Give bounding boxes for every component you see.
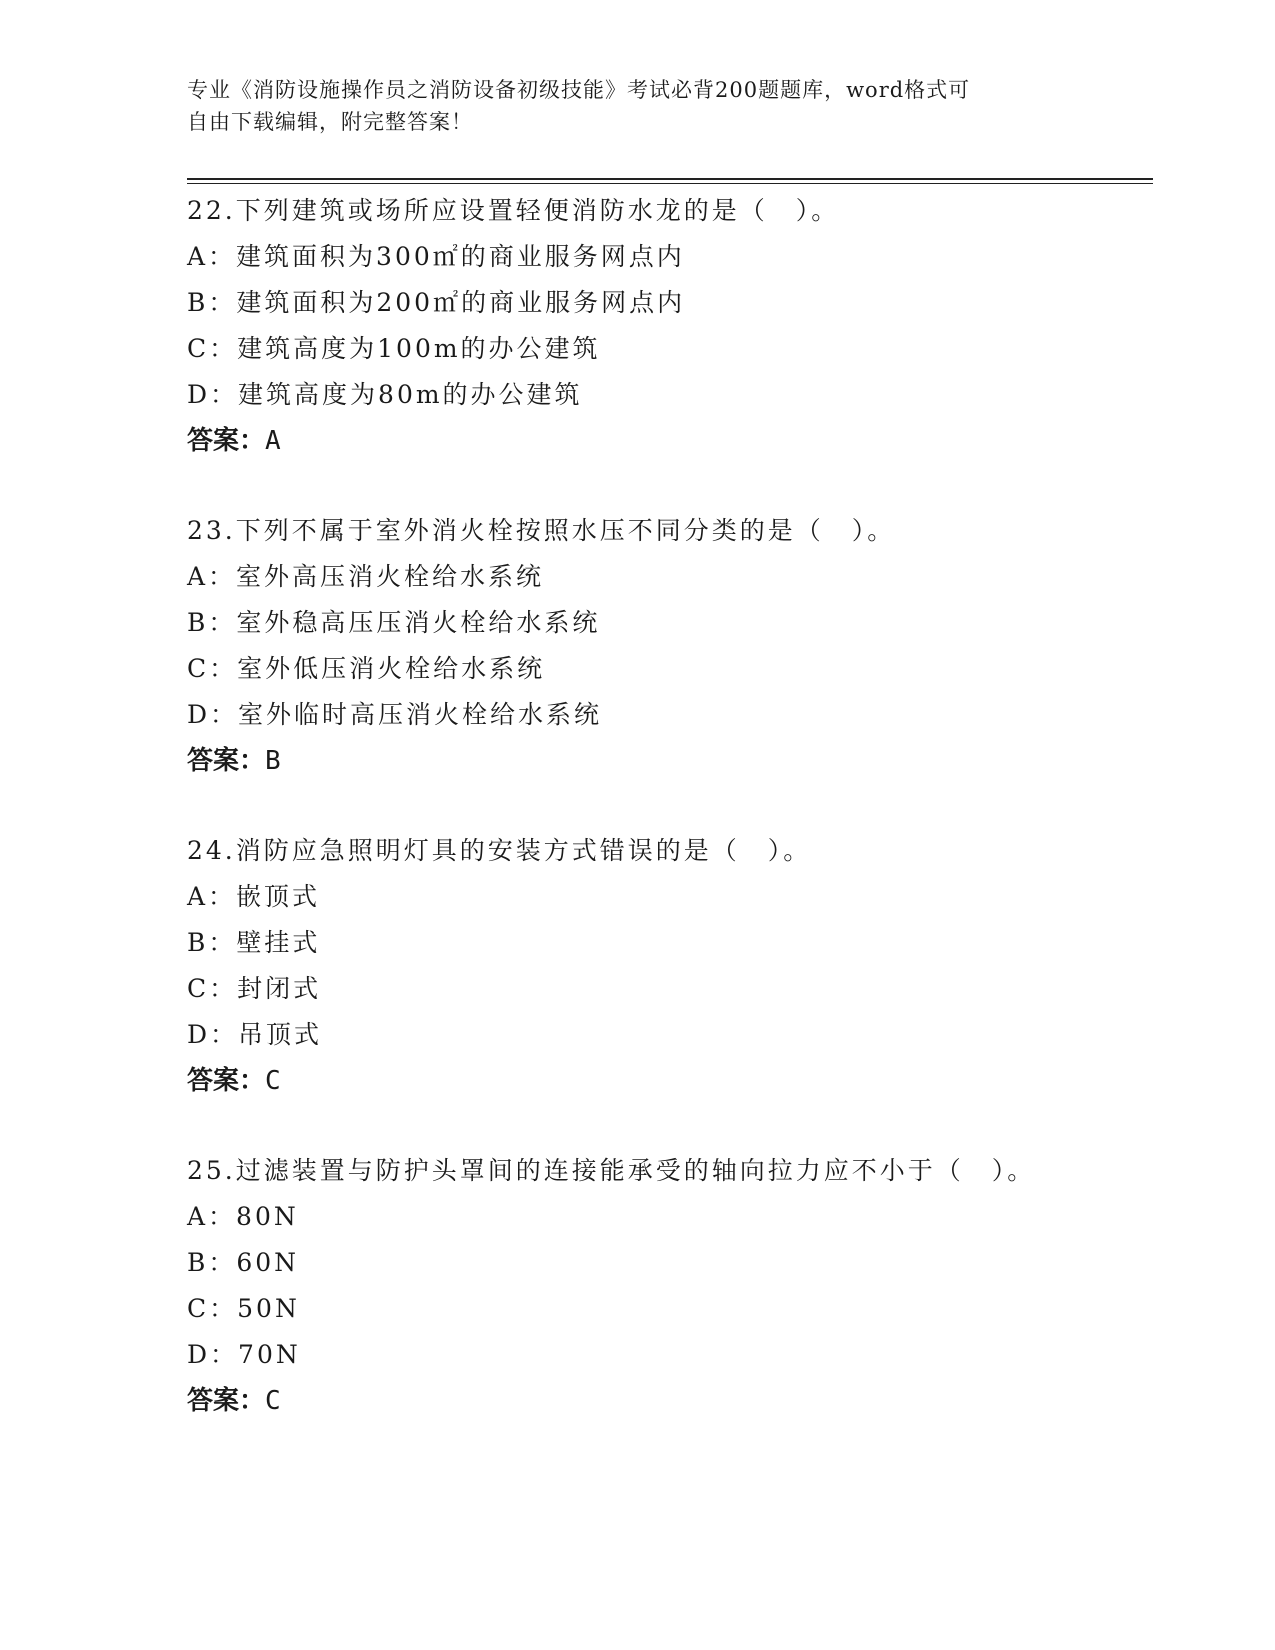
option-c: C：建筑高度为100m的办公建筑 xyxy=(187,334,601,363)
question-stem: 24.消防应急照明灯具的安装方式错误的是（ ）。 xyxy=(187,836,812,865)
option-d: D：70N xyxy=(187,1340,301,1369)
answer-value: B xyxy=(265,746,281,776)
question-list xyxy=(187,188,1187,1468)
answer-label: 答案： xyxy=(187,1066,266,1096)
answer-label: 答案： xyxy=(187,426,266,456)
question-25 xyxy=(187,1148,1187,1468)
document-header xyxy=(187,74,1067,138)
answer-line xyxy=(187,738,1187,784)
header-line-2: 自由下载编辑，附完整答案！ xyxy=(187,110,473,134)
option-c: C：50N xyxy=(187,1294,300,1323)
option-c: C：室外低压消火栓给水系统 xyxy=(187,654,546,683)
question-stem: 25.过滤装置与防护头罩间的连接能承受的轴向拉力应不小于（ ）。 xyxy=(187,1156,1036,1185)
option-b: B：壁挂式 xyxy=(187,928,321,957)
answer-label: 答案： xyxy=(187,1386,266,1416)
option-b: B：建筑面积为200㎡的商业服务网点内 xyxy=(187,288,686,317)
option-a: A：嵌顶式 xyxy=(187,882,321,911)
option-c: C：封闭式 xyxy=(187,974,322,1003)
header-divider-thick xyxy=(187,178,1153,180)
option-b: B：60N xyxy=(187,1248,300,1277)
option-a: A：建筑面积为300㎡的商业服务网点内 xyxy=(187,242,685,271)
answer-line xyxy=(187,418,1187,464)
question-24 xyxy=(187,828,1187,1148)
header-divider-thin xyxy=(187,183,1153,184)
question-stem: 22.下列建筑或场所应设置轻便消防水龙的是（ ）。 xyxy=(187,196,840,225)
answer-line xyxy=(187,1058,1187,1104)
header-line-1: 专业《消防设施操作员之消防设备初级技能》考试必背200题题库，word格式可 xyxy=(187,78,971,102)
question-23 xyxy=(187,508,1187,828)
question-22 xyxy=(187,188,1187,508)
option-d: D：建筑高度为80m的办公建筑 xyxy=(187,380,583,409)
option-d: D：室外临时高压消火栓给水系统 xyxy=(187,700,603,729)
option-d: D：吊顶式 xyxy=(187,1020,323,1049)
option-a: A：室外高压消火栓给水系统 xyxy=(187,562,545,591)
option-b: B：室外稳高压压消火栓给水系统 xyxy=(187,608,601,637)
option-a: A：80N xyxy=(187,1202,299,1231)
question-stem: 23.下列不属于室外消火栓按照水压不同分类的是（ ）。 xyxy=(187,516,896,545)
answer-label: 答案： xyxy=(187,746,266,776)
answer-line xyxy=(187,1378,1187,1424)
answer-value: A xyxy=(265,426,281,456)
answer-value: C xyxy=(265,1386,281,1416)
answer-value: C xyxy=(265,1066,281,1096)
